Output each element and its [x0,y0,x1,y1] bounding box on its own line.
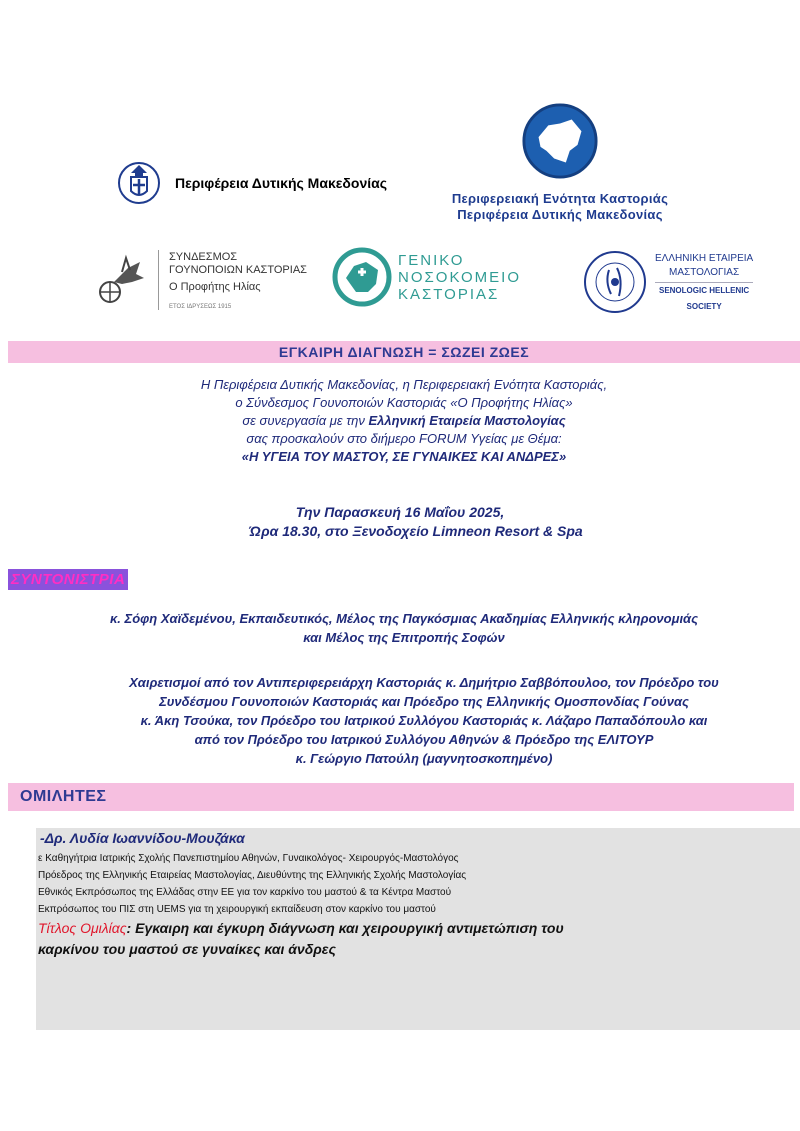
intro-line-3-bold: Ελληνική Εταιρεία Μαστολογίας [368,413,566,428]
society-line-4: SOCIETY [686,301,722,311]
greetings-line-4: από τον Πρόεδρο του Ιατρικού Συλλόγου Αθηνών & Πρόεδρο της ΕΛΙΤΟΥΡ [194,732,654,747]
region-name: Περιφέρεια Δυτικής Μακεδονίας [175,175,388,191]
coordinator-line-1: κ. Σόφη Χαϊδεμένου, Εκπαιδευτικός, Μέλος της Παγκόσμιας Ακαδημίας Ελληνικής κληρονομιάς [109,611,699,626]
speakers-header-text: ΟΜΙΛΗΤΕΣ [20,788,107,805]
greetings-line-3: κ. Άκη Τσούκα, τον Πρόεδρο του Ιατρικού Συλλόγου Καστοριάς κ. Λάζαρο Παπαδόπουλο και [140,713,708,728]
intro-line-3-prefix: σε συνεργασία με την [242,413,369,428]
talk-title-line-1: Εγκαιρη και έγκυρη διάγνωση και χειρουργική αντιμετώπιση του [135,920,564,936]
greetings-line-1: Χαιρετισμοί από τον Αντιπεριφερειάρχη Καστοριάς κ. Δημήτριο Σαββόπουλοο, τον Πρόεδρο του [129,675,719,690]
speaker-card [36,828,800,1030]
coordinator-text [8,609,800,647]
talk-title-line-2: καρκίνου του μαστού σε γυναίκες και άνδρες [38,941,336,957]
society-line-2: ΜΑΣΤΟΛΟΓΙΑΣ [669,266,740,278]
intro-line-3 [8,412,800,430]
event-date-line-2: Ώρα 18.30, στο Ξενοδοχείο Limneon Resort & Spa [249,523,583,539]
speaker-name: -Δρ. Λυδία Ιωαννίδου-Μουζάκα [40,830,245,846]
regional-unit-line-2: Περιφέρεια Δυτικής Μακεδονίας [457,207,663,222]
hospital-line-2: ΝΟΣΟΚΟΜΕΙΟ [398,268,521,286]
hospital-line-3: ΚΑΣΤΟΡΙΑΣ [398,285,500,303]
society-logo [583,250,753,314]
speaker-roles [38,850,466,918]
senology-society-seal-icon [583,250,647,314]
intro-line-1: Η Περιφέρεια Δυτικής Μακεδονίας, η Περιφερειακή Ενότητα Καστοριάς, [200,377,608,392]
greetings-line-2: Συνδέσμου Γουνοποιών Καστοριάς και Πρόεδρο της Ελληνικής Ομοσπονδίας Γούνας [159,694,689,709]
coordinator-header [8,569,128,590]
speakers-header [8,783,794,811]
society-line-3: SENOLOGIC HELLENIC [655,282,753,297]
invitation-intro [8,376,800,466]
greetings-text [48,673,800,768]
talk-title [38,918,778,960]
society-line-1: ΕΛΛΗΝΙΚΗ ΕΤΑΙΡΕΙΑ [655,252,754,264]
event-date [0,503,800,541]
forum-theme: «Η ΥΓΕΙΑ ΤΟΥ ΜΑΣΤΟΥ, ΣΕ ΓΥΝΑΙΚΕΣ ΚΑΙ ΑΝΔΡΕΣ» [241,449,567,464]
speaker-role-2: Πρόεδρος της Ελληνικής Εταιρείας Μαστολογίας, Διευθύντης της Ελληνικής Σχολής Μαστολογίας [38,870,467,881]
regional-unit-line-1: Περιφερειακή Ενότητα Καστοριάς [451,191,669,206]
event-date-line-1: Την Παρασκευή 16 Μαΐου 2025, [295,504,505,520]
hospital-line-1: ΓΕΝΙΚΟ [398,251,465,269]
hospital-cross-map-icon [332,246,392,308]
kastoria-map-icon [521,102,599,180]
talk-title-label: Τίτλος Ομιλίας [38,920,127,936]
intro-line-4: σας προσκαλούν στο διήμερο FORUM Υγείας με Θέμα: [246,431,562,446]
association-line-1: ΣΥΝΔΕΣΜΟΣ [169,250,238,263]
prophet-elias-chariot-icon [92,252,148,308]
hospital-logo [332,246,521,308]
regional-unit-logo [440,102,680,223]
association-line-3: Ο Προφήτης Ηλίας [169,280,261,293]
region-logo [117,161,387,205]
greek-coat-of-arms-icon [117,161,161,205]
association-line-2: ΓΟΥΝΟΠΟΙΩΝ ΚΑΣΤΟΡΙΑΣ [169,263,307,276]
slogan-text: ΕΓΚΑΙΡΗ ΔΙΑΓΝΩΣΗ = ΣΩΖΕΙ ΖΩΕΣ [278,344,530,360]
coordinator-header-text: ΣΥΝΤΟΝΙΣΤΡΙΑ [11,571,126,588]
talk-title-colon: : [126,920,136,936]
association-divider [158,250,159,310]
intro-line-2: ο Σύνδεσμος Γουνοποιών Καστοριάς «Ο Προφήτης Ηλίας» [235,395,573,410]
coordinator-line-2: και Μέλος της Επιτροπής Σοφών [303,630,505,645]
speaker-role-3: Εθνικός Εκπρόσωπος της Ελλάδας στην ΕΕ για τον καρκίνο του μαστού & τα Κέντρα Μαστού [38,887,452,898]
association-logo [92,250,307,310]
slogan-banner [8,341,800,363]
greetings-line-5: κ. Γεώργιο Πατούλη (μαγνητοσκοπημένο) [295,751,553,766]
speaker-role-1: ε Καθηγήτρια Ιατρικής Σχολής Πανεπιστημίου Αθηνών, Γυναικολόγος- Χειρουργός-Μαστολόγος [38,853,459,864]
association-line-4: ΕΤΟΣ ΙΔΡΥΣΕΩΣ 1915 [169,303,232,310]
speaker-role-4: Εκπρόσωπος του ΠΙΣ στη UEMS για τη χειρουργική εκπαίδευση στον καρκίνο του μαστού [38,904,436,915]
